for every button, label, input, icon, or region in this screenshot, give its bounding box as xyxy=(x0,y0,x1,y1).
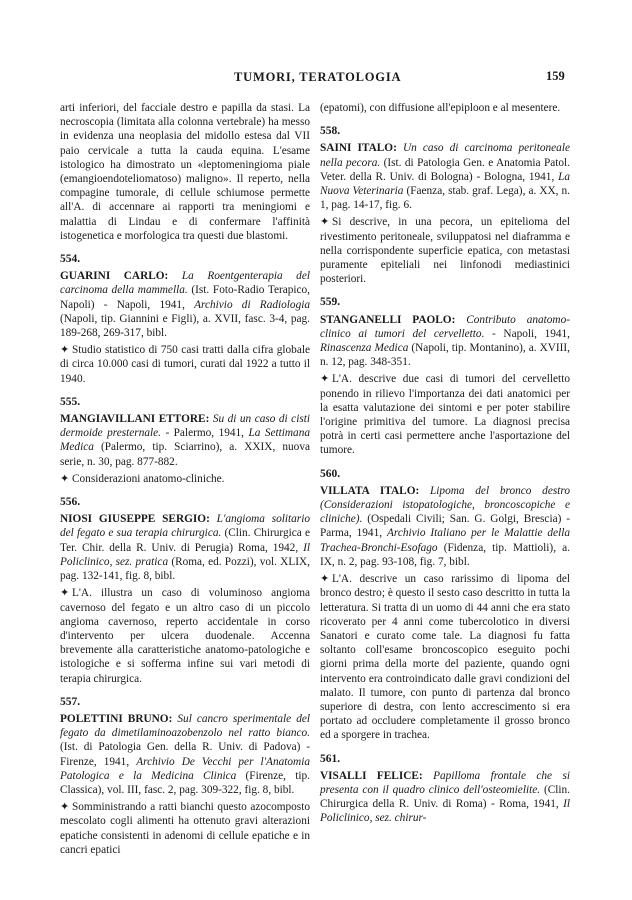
entry-560 xyxy=(320,467,570,743)
journal-name: Rinascenza Medica xyxy=(320,342,409,355)
author: NIOSI GIUSEPPE SERGIO: xyxy=(60,513,210,526)
citation-details: (Fidenza, tip. Mattioli), a. IX, n. 2, pag. 93-108, fig. 7, bibl. xyxy=(320,541,570,568)
entry-number: 555. xyxy=(60,395,81,408)
journal-name: La Settimana Medica xyxy=(60,427,310,454)
entry-557 xyxy=(60,695,310,857)
entry-558 xyxy=(320,124,570,286)
author: STANGANELLI PAOLO: xyxy=(320,313,456,326)
citation-source: (Ist. di Patologia Gen. della R. Univ. di Padova) - Firenze, 1941, xyxy=(60,741,310,768)
abstract-text: L'A. descrive un caso rarissimo di lipoma del bronco destro; è questo il sesto caso descritto in tutta la letteratura. Si tratta di un uomo di 44 anni che era stato ricoverato per 4 anni come tubercolotico in diversi Sanatori e curato come tale. La diagnosi fu fatta soltanto coll'esame broncoscopico eseguito pochi giorni prima della morte del paziente, quando ogni intervento era controindicato dalle gravi condizioni del malato. Il tumore, con punto di partenza dal bronco superiore di destra, con lento accrescimento si era portato ad occludere completamente il grosso bronco ed a sporgere in trachea. xyxy=(320,573,570,742)
abstract xyxy=(60,472,310,486)
citation xyxy=(320,313,570,370)
diamond-bullet-icon: ✦ xyxy=(320,373,330,386)
entry-559 xyxy=(320,295,570,457)
entry-555 xyxy=(60,395,310,486)
entry-556 xyxy=(60,495,310,686)
abstract xyxy=(60,343,310,386)
abstract-text: Si descrive, in una pecora, un epitelioma del rivestimento peritoneale, sviluppatosi nel diaframma e nella corrispondente superficie epatica, con metastasi puramente epiteliali nei linfonodi mediastinici posteriori. xyxy=(320,216,570,286)
citation xyxy=(60,269,310,340)
citation-source: (Clin. Chirurgica e Ter. Chir. della R. Univ. di Perugia) Roma, 1942, xyxy=(60,527,310,554)
entry-number: 558. xyxy=(320,125,341,138)
entry-number: 554. xyxy=(60,253,81,266)
abstract-text: Considerazioni anatomo-cliniche. xyxy=(72,472,225,485)
citation-details: (Napoli, tip. Giannini e Figli), a. XVII, fasc. 3-4, pag. 189-268, 269-317, bibl. xyxy=(60,312,310,340)
citation-source: - Napoli, 1941, xyxy=(492,327,571,340)
author: VISALLI FELICE: xyxy=(320,769,423,782)
abstract xyxy=(60,586,310,685)
journal-name: Il Policlinico, sez. chirur- xyxy=(320,798,571,825)
entry-number: 559. xyxy=(320,296,341,309)
abstract xyxy=(320,372,570,457)
citation-details: (Roma, ed. Pozzi), vol. XLIX, pag. 132-141, fig. 8, bibl. xyxy=(60,555,310,583)
author: GUARINI CARLO: xyxy=(60,270,169,283)
abstract-text: L'A. descrive due casi di tumori del cervelletto ponendo in rilievo l'importanza dei dati anatomici per la esatta valutazione dei sintomi e per poter stabilire l'origine primitiva del tumore. La diagnosi precisa potrà in certi casi permettere anche l'asportazione del tumore. xyxy=(320,373,570,457)
author: VILLATA ITALO: xyxy=(320,484,420,497)
citation-source: (Ist. Foto-Radio Terapico, Napoli) - Napoli, 1941, xyxy=(60,284,311,311)
citation xyxy=(60,712,310,797)
citation xyxy=(60,412,310,469)
citation-details: (Faenza, stab. graf. Lega), a. XX, n. 1, pag. 14-17, fig. 6. xyxy=(320,185,571,212)
entry-554 xyxy=(60,252,310,386)
article-title: Lipoma del bronco destro (Considerazioni istopatologiche, broncoscopiche e cliniche). xyxy=(320,484,570,526)
continuation-text xyxy=(60,101,310,243)
left-column xyxy=(60,101,310,866)
diamond-bullet-icon: ✦ xyxy=(60,344,70,357)
citation-details: (Palermo, tip. Sciarrino), a. XXIX, nuova serie, n. 30, pag. 877-882. xyxy=(60,441,310,468)
continuation-text xyxy=(320,101,570,115)
author: MANGIAVILLANI ETTORE: xyxy=(60,413,210,426)
citation-details: (Napoli, tip. Montanino), a. XVIII, n. 12, pag. 348-351. xyxy=(320,342,571,369)
page-number: 159 xyxy=(546,69,565,83)
citation-source: (Ospedali Civili; San. G. Golgi, Brescia) - Parma, 1941, xyxy=(320,513,571,540)
abstract xyxy=(60,800,310,857)
diamond-bullet-icon: ✦ xyxy=(60,801,70,814)
article-title: Un caso di carcinoma peritoneale nella pecora. xyxy=(320,142,570,169)
entry-number: 561. xyxy=(320,752,341,765)
diamond-bullet-icon: ✦ xyxy=(320,216,330,229)
entry-number: 556. xyxy=(60,496,81,509)
article-title: L'angioma solitario del fegato e sua terapia chirurgica. xyxy=(60,513,310,540)
journal-name: La Nuova Veterinaria xyxy=(320,170,571,198)
diamond-bullet-icon: ✦ xyxy=(60,587,70,600)
article-title: Contributo anatomo-clinico ai tumori del cervelletto. xyxy=(320,313,570,340)
journal-name: Archivio De Vecchi per l'Anatomia Patologica e la Medicina Clinica xyxy=(60,755,310,782)
article-title: Papilloma frontale che si presenta con il quadro clinico dell'osteomielite. xyxy=(320,769,571,796)
entry-number: 557. xyxy=(60,695,81,708)
citation xyxy=(60,512,310,583)
journal-name: Il Policlinico, sez. pratica xyxy=(60,541,310,568)
citation xyxy=(320,141,570,212)
citation xyxy=(320,769,570,826)
citation-source: (Ist. di Patologia Gen. e Anatomia Patol. Veter. della R. Univ. di Bologna) - Bologna, 1941, xyxy=(320,156,570,183)
citation-details: (Firenze, tip. Classica), vol. III, fasc. 2, pag. 309-322, fig. 8, bibl. xyxy=(60,769,310,796)
diamond-bullet-icon: ✦ xyxy=(320,573,330,586)
diamond-bullet-icon: ✦ xyxy=(60,472,70,485)
citation-source: - Palermo, 1941, xyxy=(165,427,244,440)
abstract-text: Somministrando a ratti bianchi questo azocomposto mescolato cogli alimenti ha ottenuto gravi alterazioni epatiche consistenti in adenomi di cellule epatiche e in cancri epatici xyxy=(60,801,310,856)
abstract-text: Studio statistico di 750 casi tratti dalla cifra globale di circa 10.000 casi di tumori, curati dal 1922 a tutto il 1940. xyxy=(60,344,310,385)
running-header-title: TUMORI, TERATOLOGIA xyxy=(234,70,402,84)
article-title: Sul cancro sperimentale del fegato da dimetilaminoazobenzolo nel ratto bianco. xyxy=(60,712,310,740)
entry-561 xyxy=(320,752,570,826)
continuation-paragraph: arti inferiori, del facciale destro e papilla da stasi. La necroscopia (limitata alla colonna vertebrale) ha messo in evidenza una neoplasia del midollo estesa dal VII paio cervicale a tutta la cauda equina. L'esame istologico ha dimostrato un «leptomeningioma piale (emangioendoteliomatoso) maligno». Il reperto, nella compagine tumorale, di cellule schiumose permette all'A. di accennare ai rapporti tra meningiomi e malattia di Lindau e di confermare l'affinità istogenetica e morfologica tra questi due blastomi. xyxy=(60,102,310,242)
continuation-paragraph: (epatomi), con diffusione all'epiploon e al mesentere. xyxy=(320,102,561,114)
entry-number: 560. xyxy=(320,467,341,480)
author: POLETTINI BRUNO: xyxy=(60,712,173,725)
journal-name: Archivio Italiano per le Malattie della Trachea-Bronchi-Esofago xyxy=(320,527,570,554)
article-title: La Roentgenterapia del carcinoma della mammella. xyxy=(60,270,310,297)
right-column xyxy=(320,101,570,835)
abstract-text: L'A. illustra un caso di voluminoso angioma cavernoso del fegato e un altro caso di un piccolo angioma cavernoso, reperto accidentale in corso d'intervento per ulcera duodenale. Accenna brevemente alla caratteristiche anatomo-patologiche e istologiche e si sofferma infine sui vari metodi di terapia chirurgica. xyxy=(60,587,310,685)
citation xyxy=(320,484,570,569)
abstract xyxy=(320,572,570,742)
citation-source: (Clin. Chirurgica della R. Univ. di Roma) - Roma, 1941, xyxy=(320,783,570,811)
abstract xyxy=(320,215,570,286)
author: SAINI ITALO: xyxy=(320,142,397,155)
article-title: Su di un caso di cisti dermoide presternale. xyxy=(60,413,311,440)
journal-name: Archivio di Radiologia xyxy=(194,298,311,311)
